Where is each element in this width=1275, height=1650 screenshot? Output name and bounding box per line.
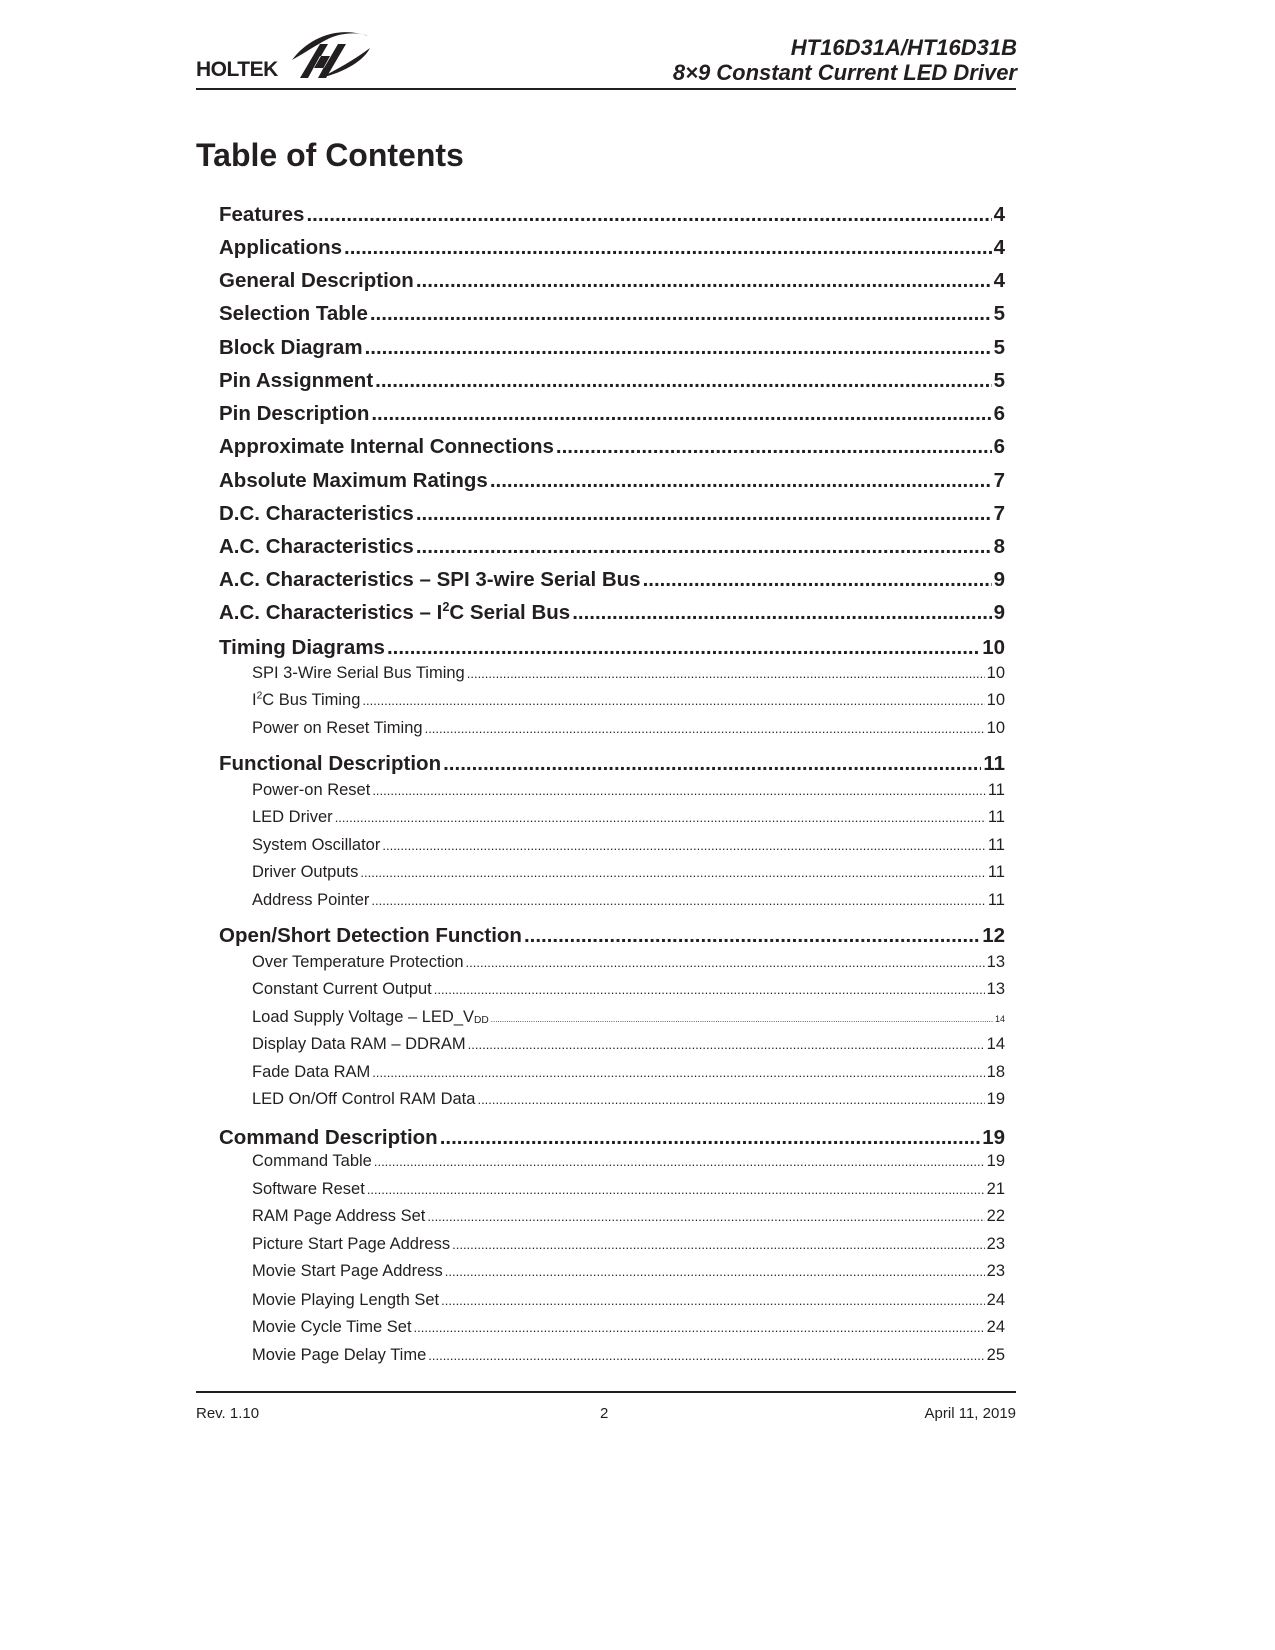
toc-entry-pin-description[interactable]: Pin Description ..... 6	[219, 402, 1005, 428]
toc-item-movie-start-page[interactable]: Movie Start Page Address ..... 23	[252, 1262, 1005, 1284]
toc-item-led-onoff-ram[interactable]: LED On/Off Control RAM Data ..... 19	[252, 1090, 1005, 1112]
toc-section-timing-diagrams[interactable]: Timing Diagrams ..... 10	[219, 636, 1005, 662]
footer-page-number: 2	[600, 1405, 609, 1422]
product-title: 8×9 Constant Current LED Driver	[672, 60, 1017, 85]
toc-entry-general-description[interactable]: General Description ..... 4	[219, 269, 1005, 295]
toc-item-spi-timing[interactable]: SPI 3-Wire Serial Bus Timing ..... 10	[252, 664, 1005, 686]
toc-item-power-on-reset-timing[interactable]: Power on Reset Timing ..... 10	[252, 719, 1005, 741]
toc-entry-ac-characteristics[interactable]: A.C. Characteristics ..... 8	[219, 535, 1005, 561]
header-divider	[196, 88, 1016, 90]
toc-entry-pin-assignment[interactable]: Pin Assignment ..... 5	[219, 369, 1005, 395]
footer-date: April 11, 2019	[924, 1405, 1016, 1422]
toc-item-over-temperature[interactable]: Over Temperature Protection ..... 13	[252, 953, 1005, 975]
toc-entry-features[interactable]: Features ..... 4	[219, 203, 1005, 229]
toc-item-power-on-reset[interactable]: Power-on Reset ..... 11	[252, 781, 1005, 803]
toc-item-load-supply-voltage[interactable]: Load Supply Voltage – $LED\_V_{DD}$ ..... 14	[252, 1008, 1005, 1030]
toc-section-command-description[interactable]: Command Description ..... 19	[219, 1126, 1005, 1152]
toc-entry-selection-table[interactable]: Selection Table ..... 5	[219, 302, 1005, 328]
toc-item-fade-data-ram[interactable]: Fade Data RAM ..... 18	[252, 1063, 1005, 1085]
toc-item-system-oscillator[interactable]: System Oscillator ..... 11	[252, 836, 1005, 858]
toc-item-led-driver[interactable]: LED Driver ..... 11	[252, 808, 1005, 830]
toc-item-i2c-timing[interactable]: $I^2C$ Bus Timing ..... 10	[252, 691, 1005, 713]
holtek-wings-icon	[290, 26, 374, 82]
toc-item-constant-current-output[interactable]: Constant Current Output ..... 13	[252, 980, 1005, 1002]
holtek-logo	[196, 26, 376, 86]
toc-section-functional-description[interactable]: Functional Description ..... 11	[219, 752, 1005, 778]
footer-revision: Rev. 1.10	[196, 1405, 260, 1422]
toc-entry-dc-characteristics[interactable]: D.C. Characteristics ..... 7	[219, 502, 1005, 528]
toc-item-ddram[interactable]: Display Data RAM – DDRAM ..... 14	[252, 1035, 1005, 1057]
toc-item-movie-page-delay[interactable]: Movie Page Delay Time ..... 25	[252, 1346, 1005, 1368]
toc-entry-ac-spi[interactable]: A.C. Characteristics – SPI 3-wire Serial Bus ..... 9	[219, 568, 1005, 594]
toc-title: Table of Contents	[196, 137, 464, 173]
toc-item-driver-outputs[interactable]: Driver Outputs ..... 11	[252, 863, 1005, 885]
toc-item-software-reset[interactable]: Software Reset ..... 21	[252, 1180, 1005, 1202]
toc-item-movie-cycle-time[interactable]: Movie Cycle Time Set ..... 24	[252, 1318, 1005, 1340]
logo-text: HOLTEK	[196, 58, 278, 81]
toc-entry-absolute-maximum-ratings[interactable]: Absolute Maximum Ratings ..... 7	[219, 469, 1005, 495]
toc-entry-internal-connections[interactable]: Approximate Internal Connections ..... 6	[219, 435, 1005, 461]
document-header	[673, 35, 1017, 85]
toc-item-ram-page-address-set[interactable]: RAM Page Address Set ..... 22	[252, 1207, 1005, 1229]
toc-entry-ac-i2c[interactable]: A.C. Characteristics – $I^2C$ Serial Bus ..... 9	[219, 601, 1005, 627]
toc-item-address-pointer[interactable]: Address Pointer ..... 11	[252, 891, 1005, 913]
toc-item-picture-start-page[interactable]: Picture Start Page Address ..... 23	[252, 1235, 1005, 1257]
footer-divider	[196, 1391, 1016, 1393]
part-number: HT16D31A/HT16D31B	[790, 35, 1017, 60]
toc-item-movie-playing-length[interactable]: Movie Playing Length Set ..... 24	[252, 1291, 1005, 1313]
toc-section-open-short-detection[interactable]: Open/Short Detection Function ..... 12	[219, 924, 1005, 950]
toc-item-command-table[interactable]: Command Table ..... 19	[252, 1152, 1005, 1174]
toc-entry-applications[interactable]: Applications ..... 4	[219, 236, 1005, 262]
toc-entry-block-diagram[interactable]: Block Diagram ..... 5	[219, 336, 1005, 362]
